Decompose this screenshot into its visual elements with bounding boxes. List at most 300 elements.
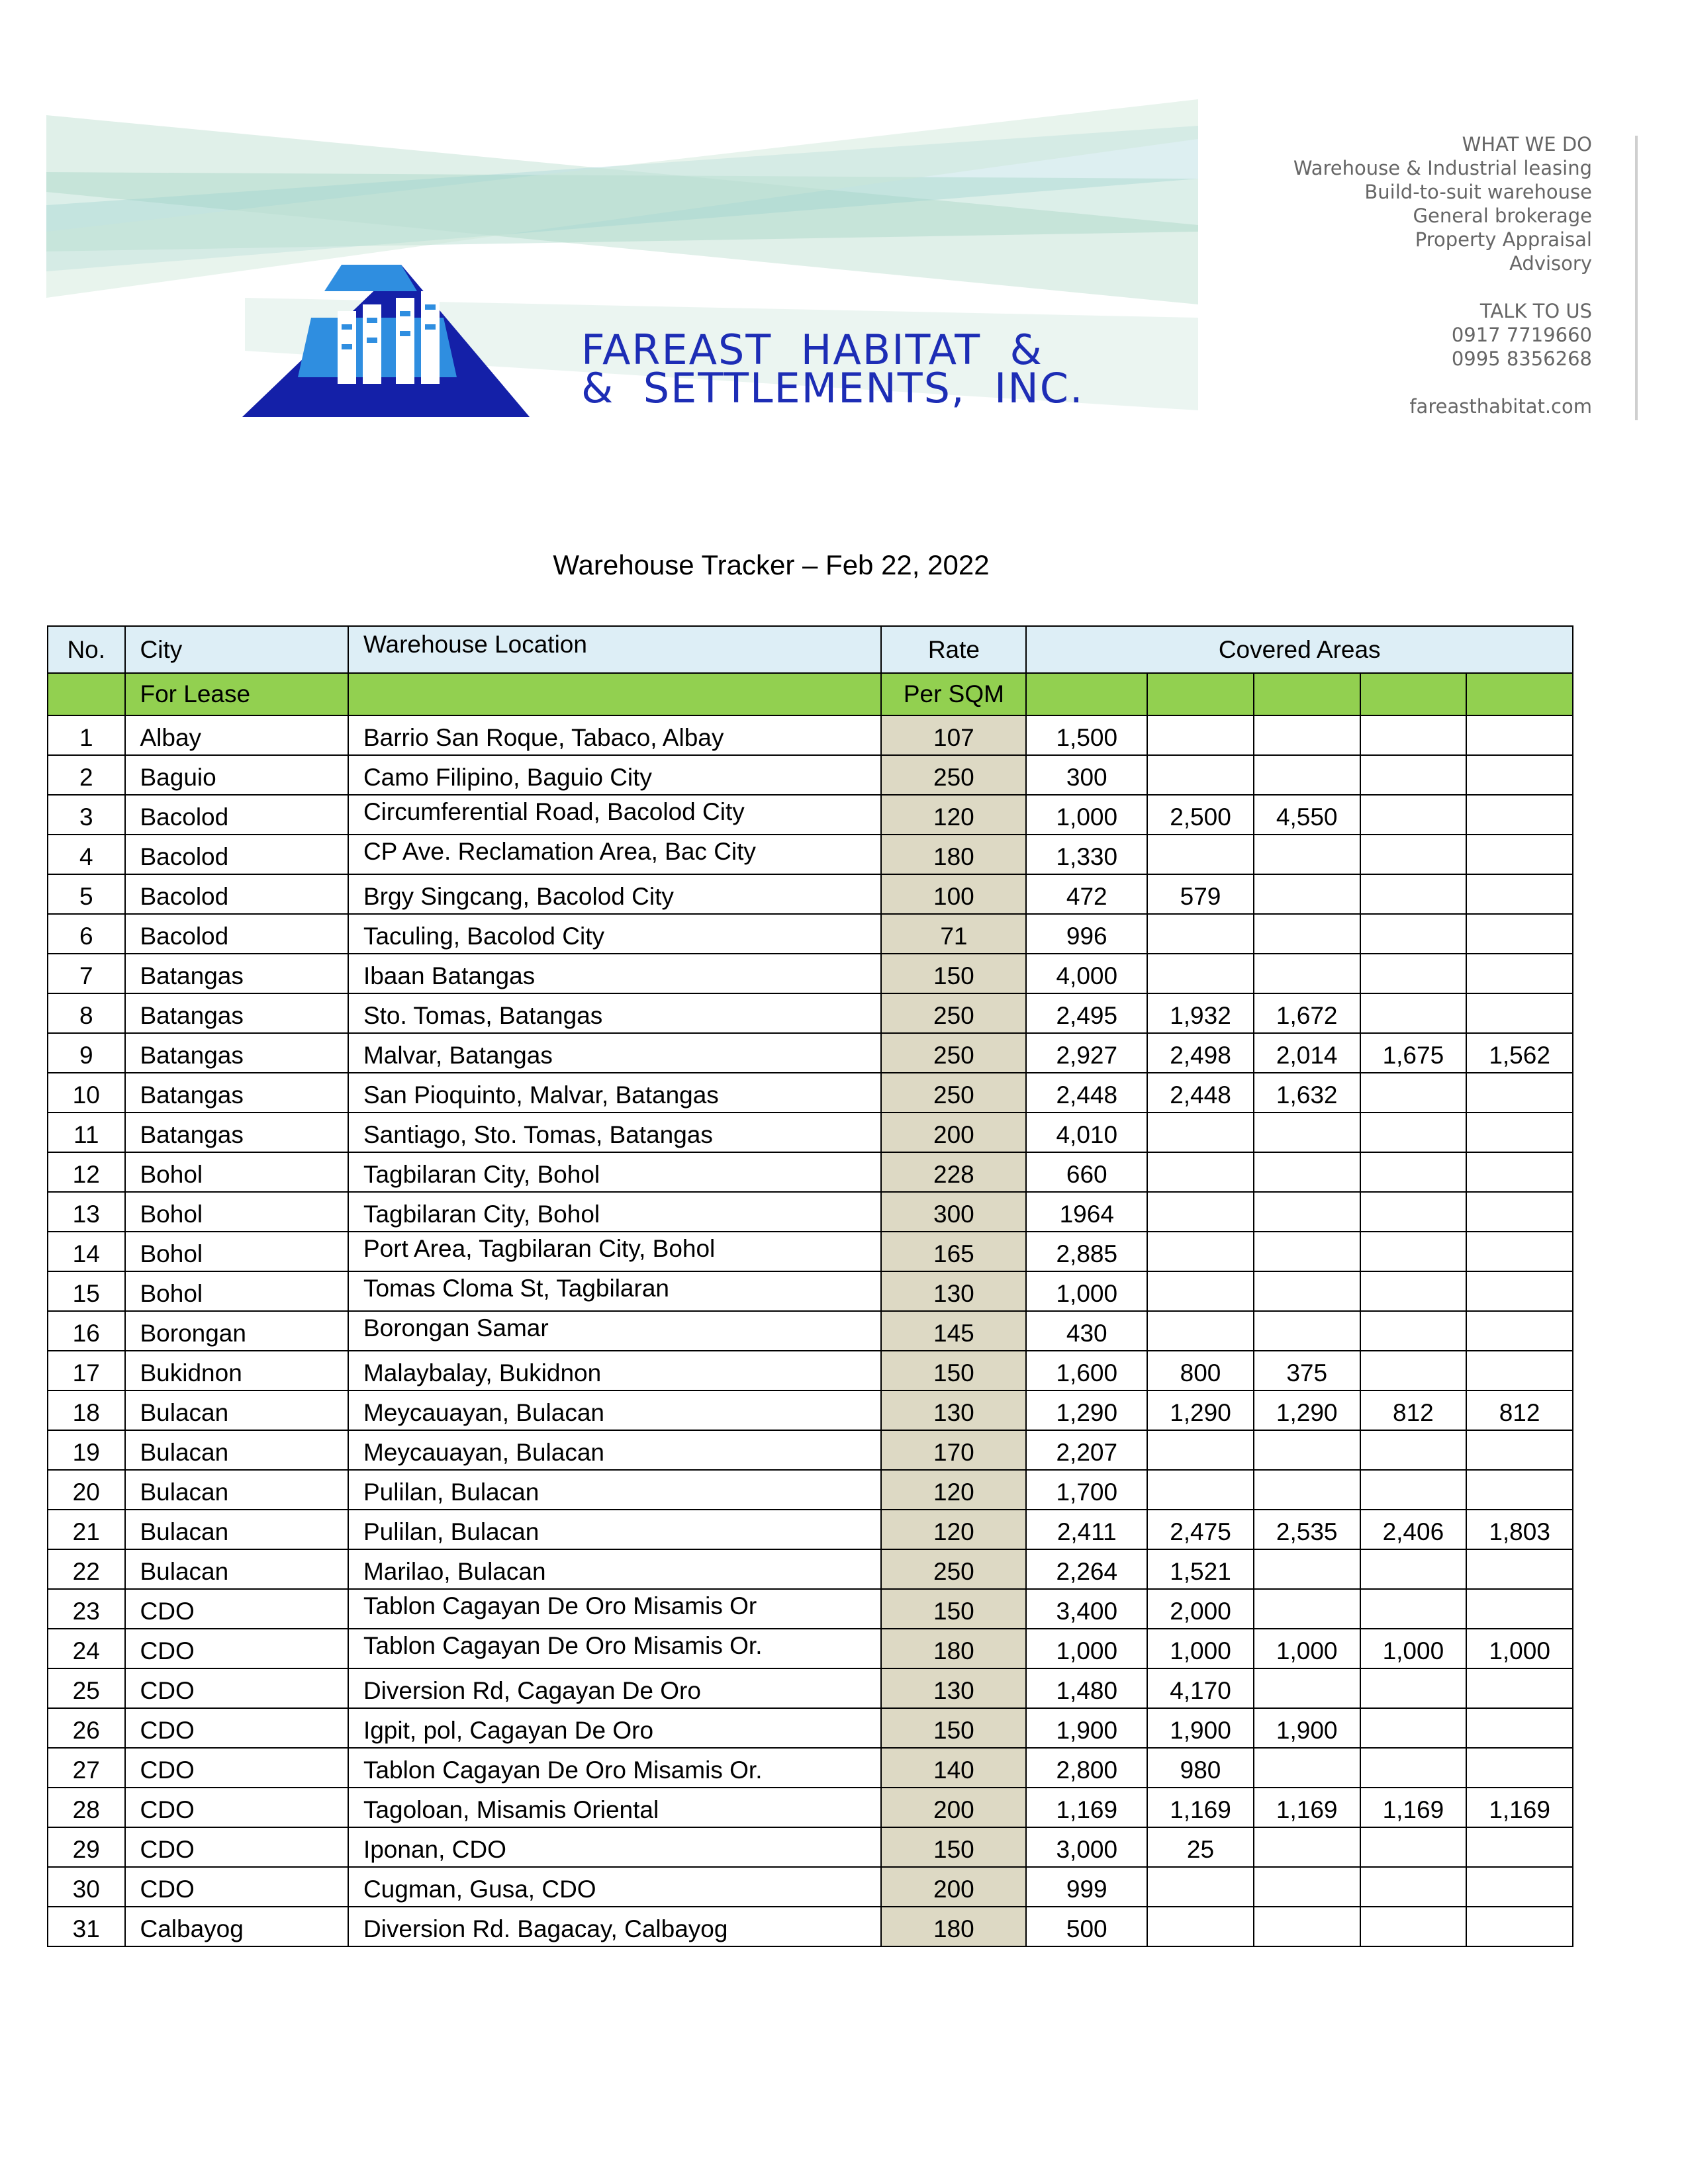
cell-covered-area <box>1360 715 1467 755</box>
cell-covered-area <box>1360 1867 1467 1907</box>
cell-covered-area <box>1360 795 1467 835</box>
website-link[interactable]: fareasthabitat.com <box>1409 395 1592 418</box>
col-header-city: City <box>125 626 348 673</box>
cell-rate <box>881 1629 1026 1668</box>
service-item: General brokerage <box>1413 205 1592 227</box>
cell-rate-text: 228 <box>933 1161 974 1188</box>
cell-covered-area <box>1466 1073 1573 1113</box>
cell-rate <box>881 954 1026 993</box>
cell-covered-area-text: 1,672 <box>1276 1002 1338 1029</box>
cell-rate <box>881 1748 1026 1788</box>
cell-location <box>348 1232 881 1271</box>
cell-covered-area-text: 2,264 <box>1056 1558 1118 1585</box>
cell-covered-area <box>1147 795 1254 835</box>
table-row <box>48 795 1573 835</box>
cell-covered-area-text: 1,290 <box>1170 1399 1231 1426</box>
cell-location <box>348 755 881 795</box>
table-row <box>48 1073 1573 1113</box>
cell-city <box>125 993 348 1033</box>
cell-covered-area-text: 1,000 <box>1056 1280 1118 1307</box>
cell-covered-area-text: 25 <box>1186 1836 1215 1863</box>
cell-location-text: Igpit, pol, Cagayan De Oro <box>363 1717 654 1744</box>
cell-covered-area <box>1254 914 1360 954</box>
warehouse-tracker-table <box>47 625 1573 1947</box>
cell-covered-area-text: 1,169 <box>1056 1796 1118 1823</box>
cell-location-text: Tablon Cagayan De Oro Misamis Or <box>363 1592 757 1619</box>
cell-covered-area <box>1254 1311 1360 1351</box>
table-row <box>48 1510 1573 1549</box>
cell-covered-area <box>1147 1589 1254 1629</box>
cell-covered-area-text: 2,498 <box>1170 1042 1231 1069</box>
cell-city <box>125 1390 348 1430</box>
cell-location <box>348 1748 881 1788</box>
cell-no <box>48 1113 125 1152</box>
cell-covered-area <box>1026 1390 1147 1430</box>
cell-no-text: 9 <box>79 1042 93 1069</box>
cell-covered-area-text: 1,900 <box>1170 1717 1231 1744</box>
cell-no <box>48 1907 125 1946</box>
cell-location <box>348 1192 881 1232</box>
cell-covered-area <box>1466 1708 1573 1748</box>
cell-covered-area <box>1254 1549 1360 1589</box>
cell-city-text: Bukidnon <box>140 1359 242 1387</box>
cell-rate <box>881 993 1026 1033</box>
cell-covered-area <box>1147 1390 1254 1430</box>
cell-covered-area <box>1026 1668 1147 1708</box>
cell-covered-area <box>1360 1907 1467 1946</box>
table-row <box>48 1788 1573 1827</box>
cell-covered-area-text: 1,000 <box>1489 1637 1550 1664</box>
cell-location <box>348 1470 881 1510</box>
table-subheader-row <box>48 673 1573 715</box>
cell-no <box>48 1351 125 1390</box>
cell-covered-area <box>1466 1311 1573 1351</box>
cell-no-text: 10 <box>72 1081 100 1109</box>
cell-rate-text: 150 <box>933 962 974 989</box>
subheader-empty-cell <box>1254 673 1360 715</box>
cell-no-text: 29 <box>72 1836 100 1863</box>
cell-no-text: 11 <box>73 1121 99 1148</box>
cell-no-text: 6 <box>79 923 93 950</box>
cell-no-text: 21 <box>72 1518 100 1545</box>
phone-number: 0995 8356268 <box>1451 347 1592 370</box>
table-row <box>48 1192 1573 1232</box>
cell-covered-area <box>1254 755 1360 795</box>
table-header-row <box>48 626 1573 673</box>
cell-city-text: Bulacan <box>140 1558 229 1585</box>
cell-covered-area <box>1254 1390 1360 1430</box>
cell-covered-area <box>1254 1271 1360 1311</box>
table-row <box>48 1033 1573 1073</box>
cell-rate-text: 130 <box>933 1399 974 1426</box>
cell-city <box>125 1549 348 1589</box>
cell-no <box>48 1033 125 1073</box>
cell-city <box>125 1430 348 1470</box>
cell-covered-area <box>1466 1390 1573 1430</box>
cell-covered-area-text: 1,000 <box>1170 1637 1231 1664</box>
cell-covered-area <box>1026 1073 1147 1113</box>
cell-covered-area-text: 1,521 <box>1170 1558 1231 1585</box>
cell-location <box>348 954 881 993</box>
cell-covered-area <box>1026 715 1147 755</box>
cell-location-text: Pulilan, Bulacan <box>363 1479 539 1506</box>
cell-covered-area <box>1254 1510 1360 1549</box>
cell-covered-area <box>1147 1748 1254 1788</box>
cell-location-text: CP Ave. Reclamation Area, Bac City <box>363 838 756 865</box>
cell-no <box>48 1629 125 1668</box>
cell-covered-area-text: 1,169 <box>1276 1796 1338 1823</box>
cell-covered-area <box>1466 1192 1573 1232</box>
cell-location-text: Marilao, Bulacan <box>363 1558 546 1585</box>
cell-covered-area-text: 2,406 <box>1382 1518 1444 1545</box>
cell-rate-text: 130 <box>933 1677 974 1704</box>
cell-city-text: Borongan <box>140 1320 246 1347</box>
cell-covered-area-text: 1,169 <box>1489 1796 1550 1823</box>
table-row <box>48 715 1573 755</box>
cell-rate-text: 180 <box>933 1915 974 1942</box>
cell-city-text: Batangas <box>140 1042 244 1069</box>
service-item: Advisory <box>1509 252 1592 275</box>
cell-covered-area-text: 1,330 <box>1056 843 1118 870</box>
cell-covered-area <box>1360 1827 1467 1867</box>
cell-covered-area <box>1466 914 1573 954</box>
cell-covered-area <box>1026 1113 1147 1152</box>
cell-covered-area <box>1360 1748 1467 1788</box>
cell-covered-area <box>1466 874 1573 914</box>
cell-location <box>348 874 881 914</box>
cell-rate-text: 180 <box>933 1637 974 1664</box>
cell-city <box>125 1033 348 1073</box>
cell-covered-area-text: 1,900 <box>1056 1717 1118 1744</box>
cell-covered-area <box>1466 1668 1573 1708</box>
cell-covered-area <box>1254 1907 1360 1946</box>
cell-no <box>48 1668 125 1708</box>
cell-city <box>125 835 348 874</box>
cell-location-text: Sto. Tomas, Batangas <box>363 1002 603 1029</box>
cell-covered-area <box>1360 1629 1467 1668</box>
cell-location-text: Tomas Cloma St, Tagbilaran <box>363 1275 669 1302</box>
cell-covered-area <box>1466 835 1573 874</box>
table-row <box>48 1271 1573 1311</box>
cell-covered-area <box>1254 1788 1360 1827</box>
cell-covered-area-text: 2,495 <box>1056 1002 1118 1029</box>
cell-covered-area <box>1360 1192 1467 1232</box>
cell-covered-area <box>1147 1311 1254 1351</box>
table-row <box>48 1629 1573 1668</box>
cell-city-text: Bohol <box>140 1201 203 1228</box>
cell-city-text: Bacolod <box>140 883 229 910</box>
cell-rate <box>881 1470 1026 1510</box>
cell-rate <box>881 1390 1026 1430</box>
col-header-location: Warehouse Location <box>348 626 881 673</box>
cell-covered-area-text: 4,000 <box>1056 962 1118 989</box>
cell-no <box>48 1470 125 1510</box>
cell-location-text: Tagoloan, Misamis Oriental <box>363 1796 659 1823</box>
cell-covered-area <box>1254 1033 1360 1073</box>
cell-covered-area-text: 660 <box>1066 1161 1107 1188</box>
table-row <box>48 835 1573 874</box>
cell-covered-area <box>1026 1232 1147 1271</box>
cell-city <box>125 1668 348 1708</box>
col-subheader-per-sqm: Per SQM <box>881 673 1026 715</box>
cell-rate <box>881 1152 1026 1192</box>
cell-covered-area-text: 2,448 <box>1170 1081 1231 1109</box>
service-item: Build-to-suit warehouse <box>1364 181 1592 203</box>
cell-covered-area <box>1147 1708 1254 1748</box>
cell-covered-area-text: 2,800 <box>1056 1756 1118 1784</box>
cell-location <box>348 1788 881 1827</box>
cell-covered-area <box>1147 1073 1254 1113</box>
cell-location <box>348 1549 881 1589</box>
table-row <box>48 874 1573 914</box>
cell-city-text: CDO <box>140 1717 195 1744</box>
cell-no <box>48 835 125 874</box>
cell-covered-area-text: 2,885 <box>1056 1240 1118 1267</box>
cell-rate-text: 120 <box>933 1518 974 1545</box>
cell-covered-area <box>1147 1192 1254 1232</box>
cell-covered-area-text: 300 <box>1066 764 1107 791</box>
cell-covered-area <box>1254 1430 1360 1470</box>
table-row <box>48 1708 1573 1748</box>
cell-covered-area <box>1026 874 1147 914</box>
cell-covered-area <box>1147 1033 1254 1073</box>
cell-no <box>48 1589 125 1629</box>
cell-covered-area <box>1026 1549 1147 1589</box>
company-name-line2: & SETTLEMENTS, INC. <box>581 364 1084 412</box>
cell-no-text: 19 <box>72 1439 100 1466</box>
cell-covered-area <box>1147 1510 1254 1549</box>
cell-covered-area <box>1026 1629 1147 1668</box>
cell-covered-area-text: 2,535 <box>1276 1518 1338 1545</box>
cell-location <box>348 795 881 835</box>
table-row <box>48 1470 1573 1510</box>
cell-no <box>48 1549 125 1589</box>
cell-city <box>125 1232 348 1271</box>
cell-covered-area <box>1360 1788 1467 1827</box>
cell-covered-area <box>1466 795 1573 835</box>
cell-covered-area <box>1466 715 1573 755</box>
cell-covered-area <box>1360 755 1467 795</box>
cell-no-text: 23 <box>72 1598 100 1625</box>
cell-city-text: Calbayog <box>140 1915 244 1942</box>
cell-city <box>125 1788 348 1827</box>
cell-covered-area-text: 579 <box>1180 883 1221 910</box>
cell-city-text: Bulacan <box>140 1399 229 1426</box>
cell-rate <box>881 1510 1026 1549</box>
cell-covered-area <box>1466 1351 1573 1390</box>
cell-city <box>125 914 348 954</box>
cell-covered-area-text: 1,000 <box>1056 803 1118 831</box>
col-header-covered-areas: Covered Areas <box>1026 626 1573 673</box>
cell-location <box>348 993 881 1033</box>
cell-covered-area <box>1360 1668 1467 1708</box>
cell-covered-area <box>1466 1827 1573 1867</box>
table-row <box>48 1589 1573 1629</box>
cell-no <box>48 954 125 993</box>
cell-covered-area <box>1254 1748 1360 1788</box>
cell-no-text: 16 <box>72 1320 100 1347</box>
cell-covered-area-text: 3,400 <box>1056 1598 1118 1625</box>
col-subheader-for-lease: For Lease <box>125 673 348 715</box>
cell-city-text: Bulacan <box>140 1518 229 1545</box>
cell-rate <box>881 1708 1026 1748</box>
cell-no <box>48 1827 125 1867</box>
cell-covered-area <box>1360 1113 1467 1152</box>
cell-location <box>348 1589 881 1629</box>
cell-city <box>125 1510 348 1549</box>
cell-covered-area <box>1026 914 1147 954</box>
cell-rate <box>881 1549 1026 1589</box>
cell-covered-area <box>1466 1629 1573 1668</box>
cell-no <box>48 1748 125 1788</box>
subheader-empty-cell <box>1360 673 1467 715</box>
cell-covered-area <box>1360 1232 1467 1271</box>
cell-no-text: 25 <box>72 1677 100 1704</box>
cell-covered-area <box>1026 1351 1147 1390</box>
cell-no-text: 18 <box>72 1399 100 1426</box>
cell-city-text: CDO <box>140 1796 195 1823</box>
cell-rate <box>881 1788 1026 1827</box>
cell-no-text: 30 <box>72 1876 100 1903</box>
cell-covered-area <box>1360 1311 1467 1351</box>
vertical-divider <box>1635 136 1638 420</box>
cell-city <box>125 1271 348 1311</box>
cell-city <box>125 1589 348 1629</box>
cell-covered-area <box>1147 914 1254 954</box>
cell-covered-area-text: 2,411 <box>1056 1518 1117 1545</box>
table-row <box>48 1152 1573 1192</box>
cell-no-text: 27 <box>72 1756 100 1784</box>
cell-no <box>48 755 125 795</box>
cell-covered-area <box>1026 1827 1147 1867</box>
cell-covered-area <box>1360 1390 1467 1430</box>
cell-covered-area <box>1360 1033 1467 1073</box>
cell-covered-area <box>1147 1907 1254 1946</box>
cell-location <box>348 1430 881 1470</box>
cell-no-text: 20 <box>72 1479 100 1506</box>
cell-location-text: Taculing, Bacolod City <box>363 923 604 950</box>
cell-covered-area-text: 812 <box>1499 1399 1540 1426</box>
cell-city-text: Bacolod <box>140 843 229 870</box>
cell-covered-area <box>1360 1510 1467 1549</box>
cell-covered-area-text: 1,000 <box>1276 1637 1338 1664</box>
cell-covered-area <box>1254 1708 1360 1748</box>
cell-covered-area <box>1466 1152 1573 1192</box>
cell-location-text: Borongan Samar <box>363 1314 549 1342</box>
cell-city-text: Batangas <box>140 1002 244 1029</box>
table-row <box>48 1351 1573 1390</box>
cell-covered-area-text: 1,700 <box>1056 1479 1118 1506</box>
cell-covered-area <box>1466 1271 1573 1311</box>
cell-rate-text: 180 <box>933 843 974 870</box>
cell-covered-area <box>1466 954 1573 993</box>
cell-no <box>48 1232 125 1271</box>
cell-covered-area <box>1147 1470 1254 1510</box>
cell-rate-text: 150 <box>933 1836 974 1863</box>
document-title: Warehouse Tracker – Feb 22, 2022 <box>553 549 990 580</box>
cell-covered-area-text: 1,169 <box>1382 1796 1444 1823</box>
cell-covered-area <box>1147 1113 1254 1152</box>
cell-rate-text: 165 <box>933 1240 974 1267</box>
cell-location-text: Circumferential Road, Bacolod City <box>363 798 745 825</box>
cell-rate <box>881 1113 1026 1152</box>
cell-covered-area <box>1147 835 1254 874</box>
cell-location <box>348 1708 881 1748</box>
cell-location <box>348 1907 881 1946</box>
company-name <box>581 326 1084 412</box>
cell-rate-text: 250 <box>933 764 974 791</box>
cell-covered-area <box>1466 1430 1573 1470</box>
cell-covered-area <box>1026 835 1147 874</box>
phone-number: 0917 7719660 <box>1451 324 1592 346</box>
cell-covered-area <box>1466 755 1573 795</box>
cell-rate-text: 140 <box>933 1756 974 1784</box>
cell-rate <box>881 755 1026 795</box>
cell-rate-text: 120 <box>933 1479 974 1506</box>
cell-location-text: Meycauayan, Bulacan <box>363 1399 605 1426</box>
cell-covered-area <box>1147 954 1254 993</box>
cell-covered-area <box>1026 755 1147 795</box>
cell-no-text: 5 <box>79 883 93 910</box>
cell-location-text: Tagbilaran City, Bohol <box>363 1161 600 1188</box>
cell-covered-area <box>1254 1152 1360 1192</box>
cell-location-text: Brgy Singcang, Bacolod City <box>363 883 674 910</box>
cell-covered-area <box>1254 1351 1360 1390</box>
cell-no-text: 31 <box>72 1915 100 1942</box>
cell-rate-text: 107 <box>933 724 974 751</box>
cell-covered-area-text: 1,632 <box>1276 1081 1338 1109</box>
cell-no-text: 15 <box>72 1280 100 1307</box>
cell-city-text: CDO <box>140 1637 195 1664</box>
cell-location-text: Santiago, Sto. Tomas, Batangas <box>363 1121 713 1148</box>
cell-city-text: Albay <box>140 724 202 751</box>
cell-city <box>125 874 348 914</box>
cell-no <box>48 1073 125 1113</box>
cell-covered-area <box>1254 1470 1360 1510</box>
cell-city-text: Bohol <box>140 1161 203 1188</box>
subheader-empty-cell <box>48 673 125 715</box>
cell-no-text: 28 <box>72 1796 100 1823</box>
cell-covered-area <box>1360 1073 1467 1113</box>
cell-rate <box>881 1430 1026 1470</box>
cell-covered-area <box>1466 1510 1573 1549</box>
cell-covered-area <box>1026 1430 1147 1470</box>
cell-covered-area-text: 800 <box>1180 1359 1221 1387</box>
cell-covered-area-text: 430 <box>1066 1320 1107 1347</box>
cell-no-text: 13 <box>72 1201 100 1228</box>
cell-covered-area <box>1360 1708 1467 1748</box>
cell-covered-area <box>1254 1232 1360 1271</box>
cell-location <box>348 1510 881 1549</box>
table-row <box>48 1311 1573 1351</box>
cell-no <box>48 1510 125 1549</box>
cell-covered-area-text: 375 <box>1286 1359 1328 1387</box>
cell-no <box>48 795 125 835</box>
cell-location <box>348 835 881 874</box>
cell-covered-area <box>1254 1867 1360 1907</box>
cell-rate-text: 150 <box>933 1717 974 1744</box>
cell-covered-area-text: 1964 <box>1059 1201 1114 1228</box>
cell-covered-area <box>1026 1907 1147 1946</box>
cell-covered-area <box>1360 1589 1467 1629</box>
cell-covered-area <box>1254 835 1360 874</box>
cell-city-text: Batangas <box>140 1121 244 1148</box>
cell-covered-area <box>1254 1073 1360 1113</box>
cell-no <box>48 993 125 1033</box>
cell-city-text: Bacolod <box>140 803 229 831</box>
table-row <box>48 1907 1573 1946</box>
cell-city <box>125 1470 348 1510</box>
